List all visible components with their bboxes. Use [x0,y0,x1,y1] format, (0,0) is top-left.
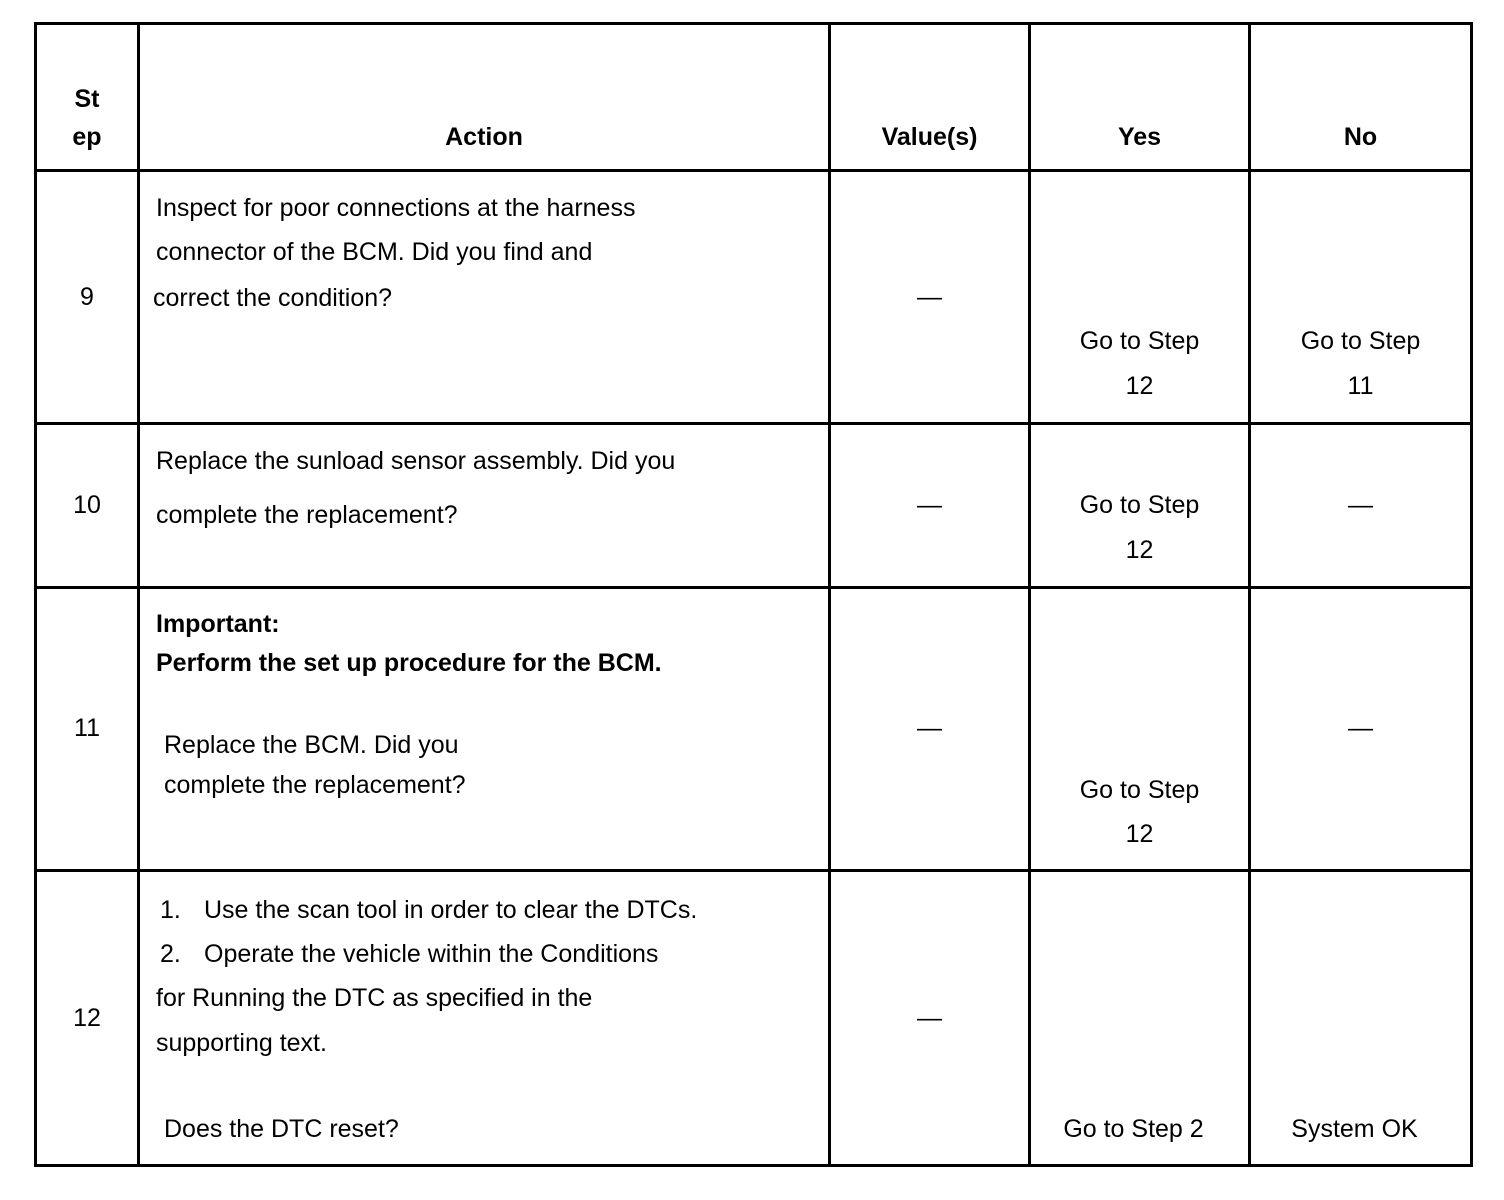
header-values: Value(s) [830,24,1030,171]
step-cell: 12 [36,871,139,1166]
table-row [36,588,1472,871]
header-yes: Yes [1030,24,1250,171]
step-cell: 11 [36,588,139,871]
value-cell: — [830,424,1030,588]
header-step-line1: St [74,85,100,113]
table-row [36,871,1472,1166]
action-cell: Inspect for poor connections at the harness connector of the BCM. Did you find and correct the condition? [139,171,830,424]
table-row [36,424,1472,588]
no-cell: Go to Step 11 [1250,171,1472,424]
value-cell: — [830,588,1030,871]
yes-cell: Go to Step 12 [1030,588,1250,871]
no-cell: — [1250,424,1472,588]
value-cell: — [830,871,1030,1166]
no-cell: — [1250,588,1472,871]
header-row [36,24,1472,171]
action-cell: Important: Perform the set up procedure for the BCM. Replace the BCM. Did you complete the replacement? [139,588,830,871]
header-no: No [1250,24,1472,171]
header-step [36,24,139,171]
step-cell: 10 [36,424,139,588]
action-cell: 1. Use the scan tool in order to clear the DTCs. 2. Operate the vehicle within the Conditions for Running the DTC as specified in the supporting text. Does the DTC reset? [139,871,830,1166]
no-cell: System OK [1250,871,1472,1166]
header-action: Action [139,24,830,171]
question-text: Does the DTC reset? [164,1115,399,1143]
list-item-text: Operate the vehicle within the Conditions [204,940,659,968]
action-cell: Replace the sunload sensor assembly. Did you complete the replacement? [139,424,830,588]
list-item-text: Use the scan tool in order to clear the DTCs. [204,896,698,924]
yes-cell: Go to Step 2 [1030,871,1250,1166]
list-item-number: 2. [160,940,181,968]
step-cell: 9 [36,171,139,424]
header-step-line2: ep [72,123,102,151]
important-label: Important: [156,610,280,638]
list-item-number: 1. [160,896,181,924]
value-cell: — [830,171,1030,424]
yes-cell: Go to Step 12 [1030,424,1250,588]
important-text: Perform the set up procedure for the BCM. [156,649,662,677]
diagnostic-table [34,22,1473,1167]
yes-cell: Go to Step 12 [1030,171,1250,424]
table-row [36,171,1472,424]
